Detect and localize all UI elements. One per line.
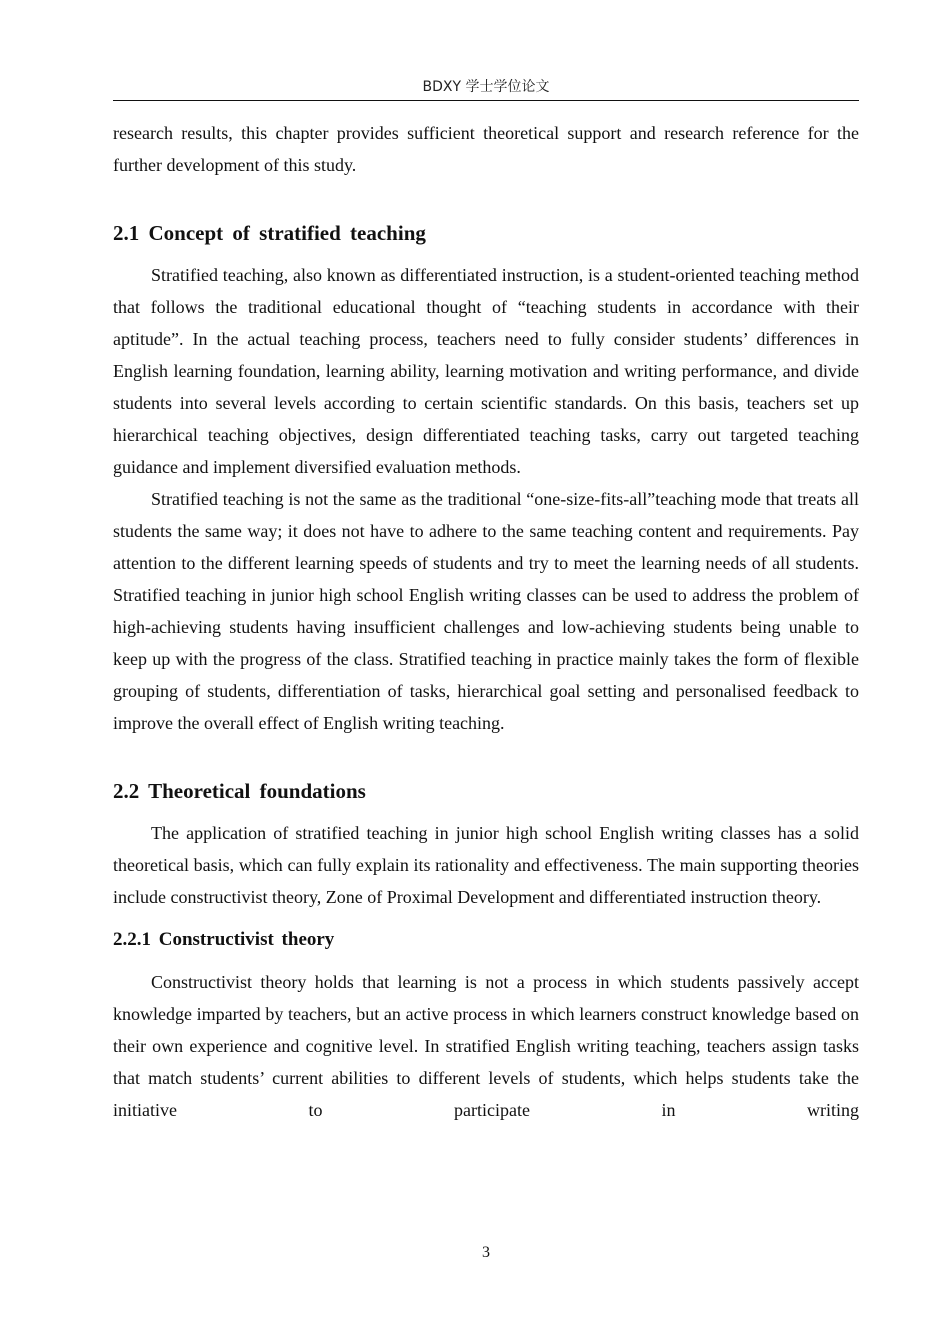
- section-heading-2-1: 2.1 Concept of stratified teaching: [113, 221, 426, 245]
- body-paragraph: The application of stratified teaching in junior high school English writing classes has a solid theoretical basis, which can fully explain its rationality and effectiveness. The main supporting theories include constructivist theory, Zone of Proximal Development and differentiated instruction theory.: [113, 823, 859, 907]
- body-paragraph: Constructivist theory holds that learning is not a process in which students passively accept knowledge imparted by teachers, but an active process in which learners construct knowledge based on their own experience and cognitive level. In stratified English writing teaching, teachers assign tasks that match students’ current abilities to different levels of students, which helps students take the initiative to participate in writing: [113, 972, 859, 1120]
- subsection-heading-2-2-1: 2.2.1 Constructivist theory: [113, 929, 335, 950]
- spacer: [113, 913, 859, 924]
- page-number: 3: [482, 1244, 490, 1261]
- header-rule: [113, 100, 859, 101]
- running-header: BDXY 学士学位论文: [422, 79, 550, 95]
- spacer: [113, 249, 859, 259]
- spacer: [113, 956, 859, 966]
- body-paragraph: Stratified teaching is not the same as the traditional “one-size-fits-all”teaching mode that treats all students the same way; it does not have to adhere to the same teaching content and requirements. Pay attention to the different learning speeds of students and try to meet the learning needs of all students. Stratified teaching in junior high school English writing classes can be used to address the problem of high-achieving students having insufficient challenges and low-achieving students being unable to keep up with the progress of the class. Stratified teaching in practice mainly takes the form of flexible grouping of students, differentiation of tasks, hierarchical goal setting and personalised feedback to improve the overall effect of English writing teaching.: [113, 489, 859, 733]
- body-paragraph: Stratified teaching, also known as differentiated instruction, is a student-oriented teaching method that follows the traditional educational thought of “teaching students in accordance with their aptitude”. In the actual teaching process, teachers need to fully consider students’ differences in English learning foundation, learning ability, learning motivation and writing performance, and divide students into several levels according to certain scientific standards. On this basis, teachers set up hierarchical teaching objectives, design differentiated teaching tasks, carry out targeted teaching guidance and implement diversified evaluation methods.: [113, 265, 859, 477]
- body-text: [113, 117, 859, 1126]
- spacer: [113, 739, 859, 775]
- intro-paragraph: research results, this chapter provides sufficient theoretical support and research reference for the further development of this study.: [113, 123, 859, 175]
- spacer: [113, 807, 859, 817]
- spacer: [113, 181, 859, 217]
- section-heading-2-2: 2.2 Theoretical foundations: [113, 779, 366, 803]
